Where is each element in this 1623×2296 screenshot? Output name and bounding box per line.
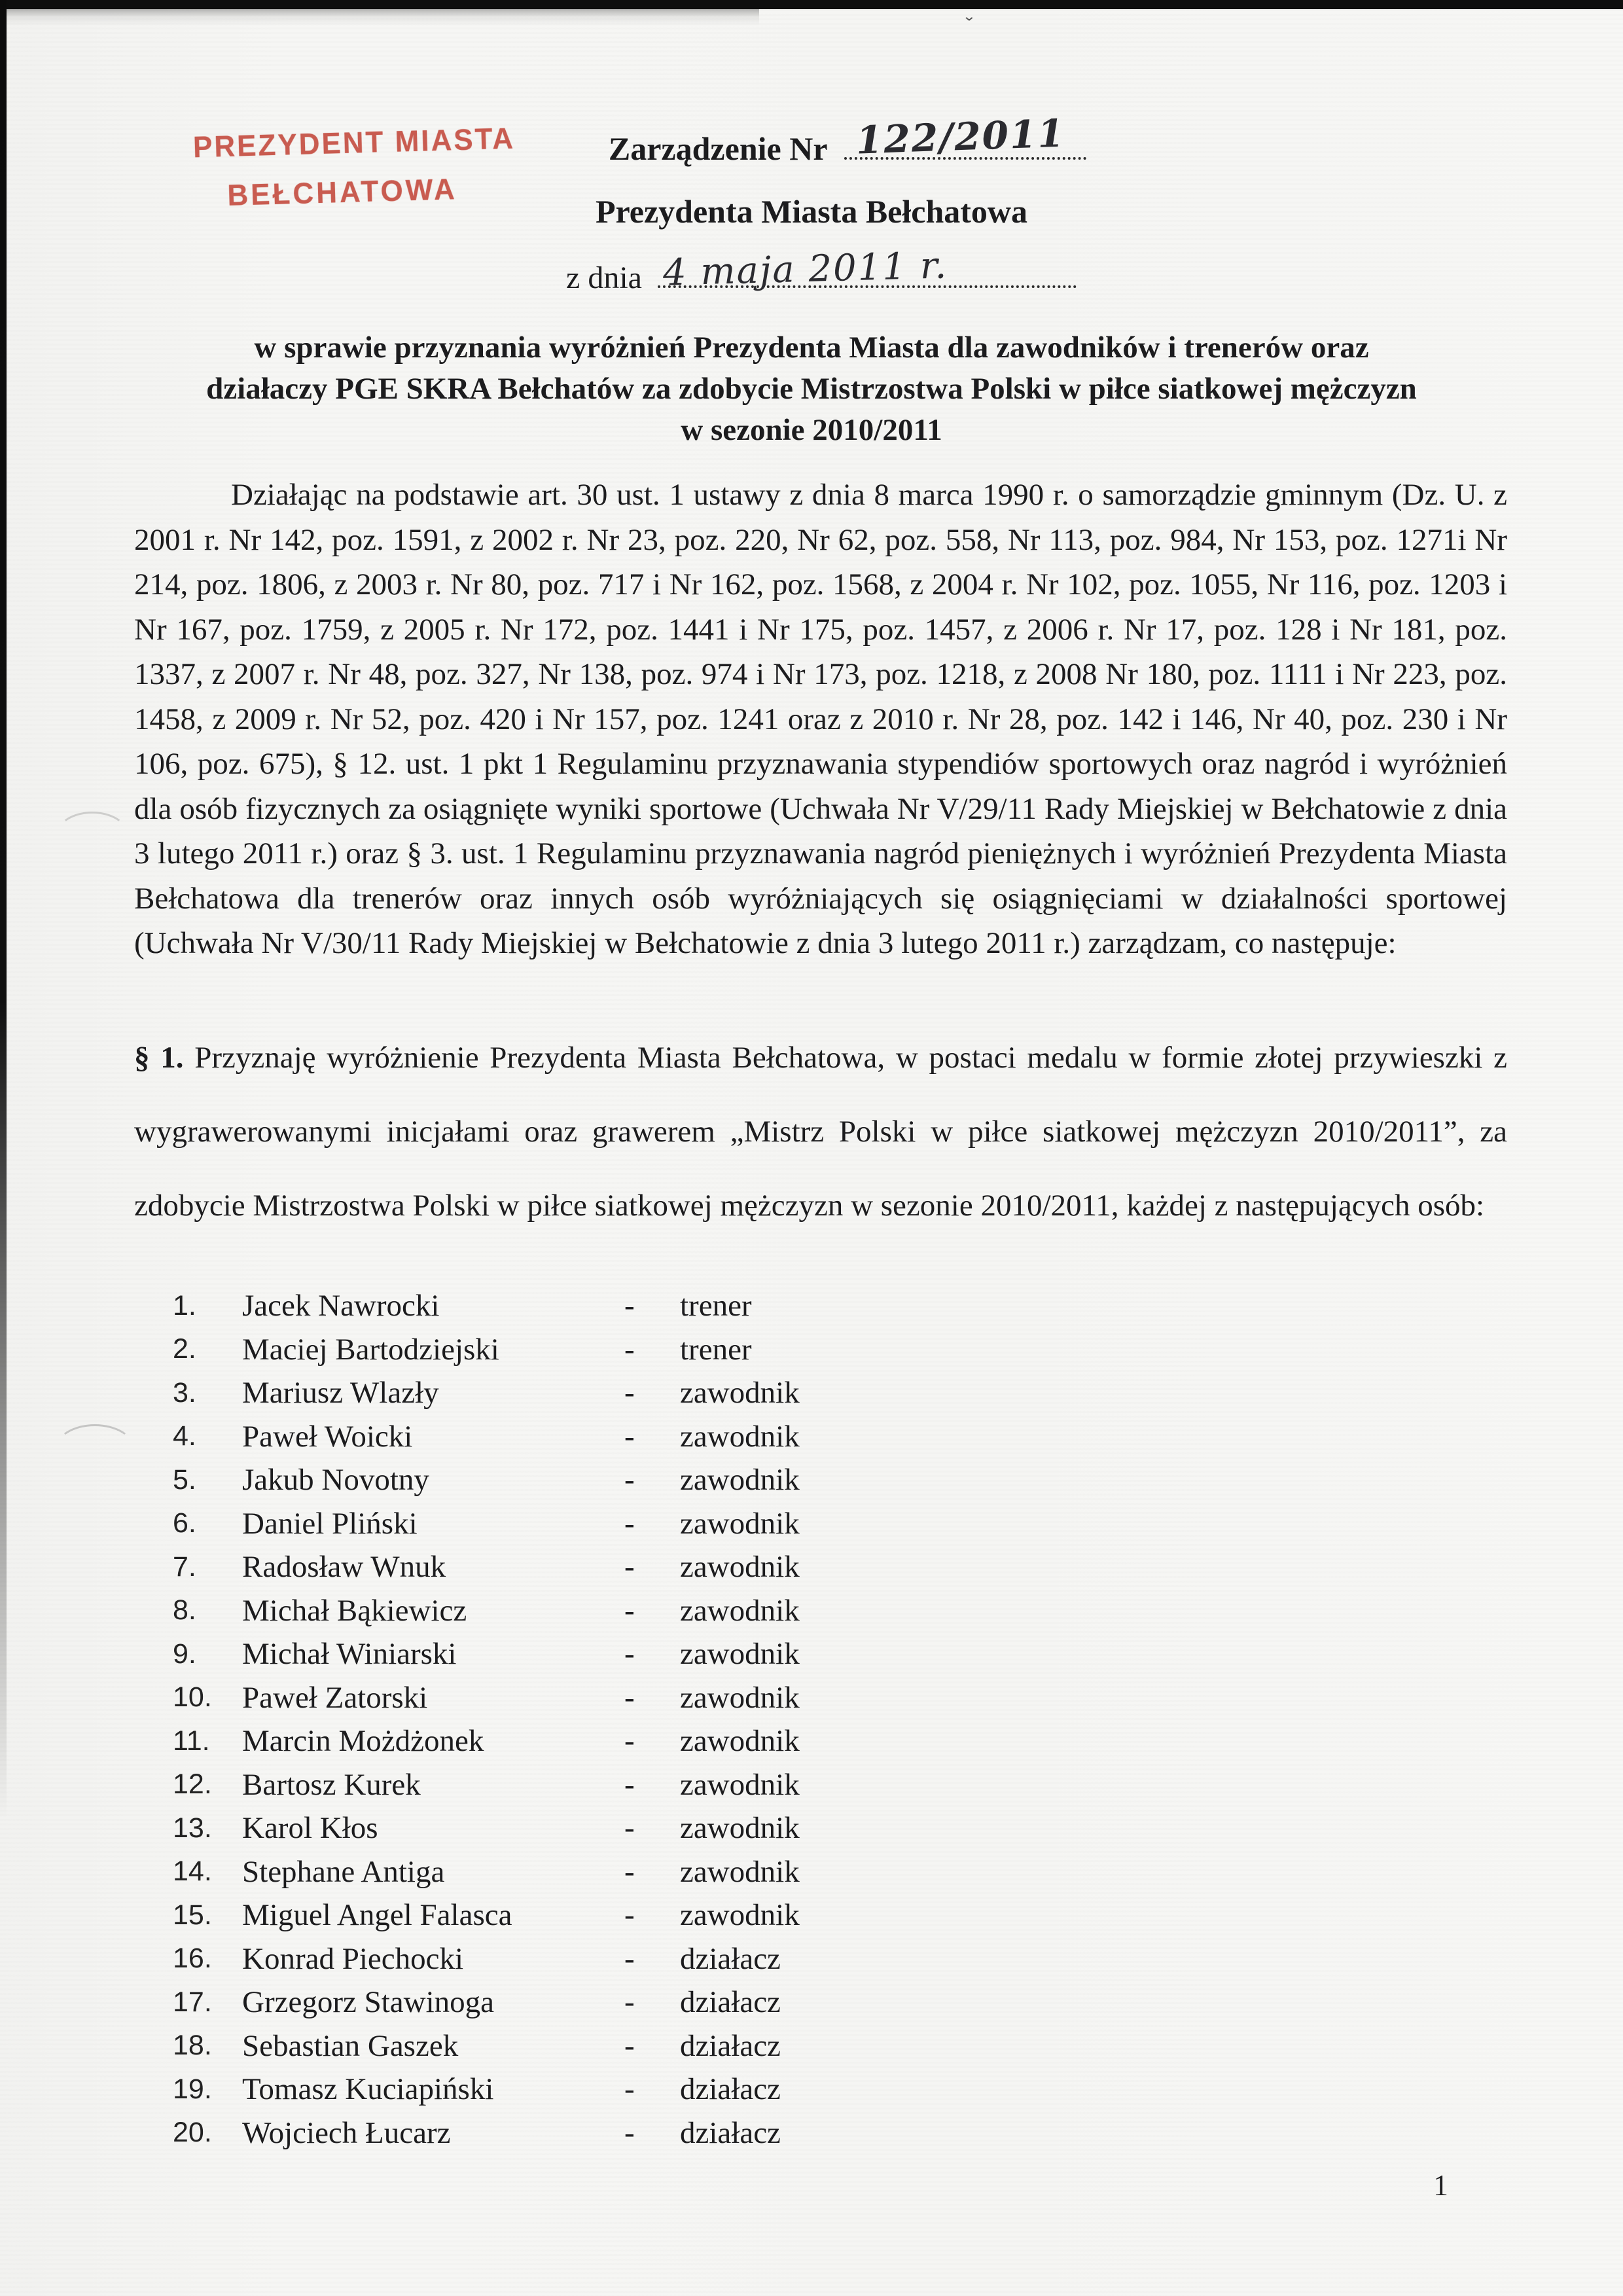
list-item-dash: -: [624, 1637, 635, 1672]
list-item-dash: -: [624, 1985, 635, 2020]
list-item: [0, 1806, 1623, 1850]
list-item-number: 14.: [173, 1856, 212, 1888]
list-item-number: 3.: [173, 1376, 196, 1408]
document-header: [0, 111, 1623, 296]
list-item-dash: -: [624, 1550, 635, 1585]
list-item-dash: -: [624, 1463, 635, 1498]
list-item-dash: -: [624, 1419, 635, 1454]
list-item-dash: -: [624, 2028, 635, 2063]
ordinance-number-dotted-field: [844, 111, 1086, 163]
list-item: [0, 2111, 1623, 2155]
list-item-role: trener: [680, 1289, 752, 1323]
list-item-number: 16.: [173, 1943, 212, 1975]
list-item-dash: -: [624, 1506, 635, 1541]
list-item-role: zawodnik: [680, 1376, 800, 1410]
list-item: [0, 1893, 1623, 1937]
list-item-dash: -: [624, 1941, 635, 1976]
paragraph-1-text: Przyznaję wyróżnienie Prezydenta Miasta Bełchatowa, w postaci medalu w formie złotej przywieszki z wygrawerowanymi inicjałami oraz grawerem „Mistrz Polski w piłce siatkowej mężczyzn 2010/2011”, za zdobycie Mistrzostwa Polski w piłce siatkowej mężczyzn w sezonie 2010/2011, każdej z następujących osób:: [134, 1041, 1507, 1223]
list-item-name: Jacek Nawrocki: [242, 1289, 440, 1323]
date-handwritten: 4 maja 2011 r.: [662, 244, 948, 295]
date-line: [20, 244, 1623, 296]
list-item: [0, 1632, 1623, 1676]
list-item: [0, 1415, 1623, 1459]
list-item-role: zawodnik: [680, 1724, 800, 1759]
list-item-number: 7.: [173, 1551, 196, 1583]
list-item-role: zawodnik: [680, 1463, 800, 1498]
list-item-name: Paweł Woicki: [242, 1419, 413, 1454]
subject-heading: [92, 327, 1531, 451]
ordinance-title-line: [72, 111, 1623, 168]
list-item-name: Marcin Możdżonek: [242, 1724, 484, 1759]
ordinance-title-prefix: Zarządzenie Nr: [608, 130, 827, 167]
list-item-name: Mariusz Wlazły: [242, 1376, 439, 1410]
list-item-dash: -: [624, 1898, 635, 1933]
stamp-line-2: BEŁCHATOWA: [226, 172, 458, 213]
list-item: [0, 1850, 1623, 1894]
date-dotted-field: [658, 244, 1077, 295]
list-item-role: zawodnik: [680, 1637, 800, 1672]
list-item-dash: -: [624, 1811, 635, 1846]
list-item-number: 1.: [173, 1289, 196, 1321]
list-item-number: 13.: [173, 1812, 212, 1844]
subject-line-2: działaczy PGE SKRA Bełchatów za zdobycie Mistrzostwa Polski w piłce siatkowej mężczyzn: [206, 372, 1417, 406]
stamp-line-1: PREZYDENT MIASTA: [192, 122, 516, 164]
list-item: [0, 2024, 1623, 2068]
list-item: [0, 1371, 1623, 1415]
scan-edge-top: [0, 0, 1623, 9]
list-item: [0, 1676, 1623, 1720]
list-item-name: Michał Winiarski: [242, 1637, 457, 1672]
list-item-role: zawodnik: [680, 1506, 800, 1541]
list-item-role: działacz: [680, 1941, 781, 1976]
list-item-number: 11.: [173, 1725, 210, 1757]
list-item-dash: -: [624, 2072, 635, 2107]
list-item-number: 2.: [173, 1333, 196, 1365]
list-item: [0, 1589, 1623, 1633]
list-item: [0, 1328, 1623, 1372]
list-item-name: Grzegorz Stawinoga: [242, 1985, 494, 2020]
date-prefix: z dnia: [566, 260, 642, 295]
paper-crease-arc: [56, 812, 128, 857]
list-item-number: 18.: [173, 2030, 212, 2062]
list-item: [0, 1458, 1623, 1502]
list-item-role: zawodnik: [680, 1898, 800, 1933]
paragraph-1-label: § 1.: [134, 1041, 184, 1075]
list-item-name: Michał Bąkiewicz: [242, 1593, 467, 1628]
list-item-role: zawodnik: [680, 1854, 800, 1889]
award-recipient-list: [0, 1284, 1623, 2155]
list-item-number: 19.: [173, 2073, 212, 2105]
list-item-name: Radosław Wnuk: [242, 1550, 446, 1585]
list-item-dash: -: [624, 1854, 635, 1889]
subject-line-1: w sprawie przyznania wyróżnień Prezydenta Miasta dla zawodników i trenerów oraz: [254, 331, 1369, 365]
list-item-role: zawodnik: [680, 1811, 800, 1846]
list-item-dash: -: [624, 1767, 635, 1802]
paragraph-1: [134, 1021, 1507, 1243]
list-item-name: Stephane Antiga: [242, 1854, 445, 1889]
list-item-role: zawodnik: [680, 1419, 800, 1454]
list-item-name: Miguel Angel Falasca: [242, 1898, 512, 1933]
list-item-role: działacz: [680, 2072, 781, 2107]
list-item-number: 9.: [173, 1638, 196, 1670]
issuer-line: Prezydenta Miasta Bełchatowa: [595, 193, 1028, 230]
list-item: [0, 1763, 1623, 1807]
list-item-number: 4.: [173, 1420, 196, 1452]
list-item-role: zawodnik: [680, 1593, 800, 1628]
list-item-number: 20.: [173, 2117, 212, 2149]
list-item-dash: -: [624, 1332, 635, 1367]
list-item-name: Konrad Piechocki: [242, 1941, 464, 1976]
list-item-role: zawodnik: [680, 1680, 800, 1715]
list-item-name: Bartosz Kurek: [242, 1767, 421, 1802]
list-item-number: 12.: [173, 1768, 212, 1801]
list-item-number: 6.: [173, 1507, 196, 1539]
list-item-dash: -: [624, 1593, 635, 1628]
list-item: [0, 1284, 1623, 1328]
list-item-name: Daniel Pliński: [242, 1506, 418, 1541]
list-item-name: Sebastian Gaszek: [242, 2028, 459, 2063]
list-item-number: 17.: [173, 1986, 212, 2018]
list-item: [0, 1719, 1623, 1763]
list-item-role: zawodnik: [680, 1767, 800, 1802]
scan-speck-mark: ⌄: [962, 9, 976, 24]
list-item-role: działacz: [680, 1985, 781, 2020]
list-item-role: działacz: [680, 2115, 781, 2150]
list-item-name: Karol Kłos: [242, 1811, 378, 1846]
page-number: 1: [1433, 2168, 1448, 2202]
list-item-number: 8.: [173, 1594, 196, 1626]
list-item-number: 10.: [173, 1681, 212, 1713]
list-item-name: Maciej Bartodziejski: [242, 1332, 499, 1367]
list-item-name: Tomasz Kuciapiński: [242, 2072, 494, 2107]
list-item-dash: -: [624, 1724, 635, 1759]
list-item-role: działacz: [680, 2028, 781, 2063]
list-item-dash: -: [624, 1680, 635, 1715]
list-item: [0, 2068, 1623, 2111]
list-item-number: 5.: [173, 1463, 196, 1496]
subject-line-3: w sezonie 2010/2011: [681, 413, 942, 447]
list-item-name: Wojciech Łucarz: [242, 2115, 451, 2150]
list-item: [0, 1545, 1623, 1589]
list-item-name: Jakub Novotny: [242, 1463, 429, 1498]
list-item-dash: -: [624, 1289, 635, 1323]
list-item-name: Paweł Zatorski: [242, 1680, 428, 1715]
list-item: [0, 1502, 1623, 1546]
scan-edge-smudge: [0, 9, 759, 26]
list-item: [0, 1937, 1623, 1981]
ordinance-number-handwritten: 122/2011: [855, 111, 1066, 163]
list-item-dash: -: [624, 2115, 635, 2150]
list-item-number: 15.: [173, 1899, 212, 1931]
legal-basis-paragraph: Działając na podstawie art. 30 ust. 1 ustawy z dnia 8 marca 1990 r. o samorządzie gminnym (Dz. U. z 2001 r. Nr 142, poz. 1591, z 2002 r. Nr 23, poz. 220, Nr 62, poz. 558, Nr 113, poz. 984, Nr 153, poz. 1271i Nr 214, poz. 1806, z 2003 r. Nr 80, poz. 717 i Nr 162, poz. 1568, z 2004 r. Nr 102, poz. 1055, Nr 116, poz. 1203 i Nr 167, poz. 1759, z 2005 r. Nr 172, poz. 1441 i Nr 175, poz. 1457, z 2006 r. Nr 17, poz. 128 i Nr 181, poz. 1337, z 2007 r. Nr 48, poz. 327, Nr 138, poz. 974 i Nr 173, poz. 1218, z 2008 Nr 180, poz. 1111 i Nr 223, poz. 1458, z 2009 r. Nr 52, poz. 420 i Nr 157, poz. 1241 oraz z 2010 r. Nr 28, poz. 142 i 146, Nr 40, poz. 230 i Nr 106, poz. 675), § 12. ust. 1 pkt 1 Regulaminu przyznawania stypendiów sportowych oraz nagród i wyróżnień dla osób fizycznych za osiągnięte wyniki sportowe (Uchwała Nr V/29/11 Rady Miejskiej w Bełchatowie z dnia 3 lutego 2011 r.) oraz § 3. ust. 1 Regulaminu przyznawania nagród pieniężnych i wyróżnień Prezydenta Miasta Bełchatowa dla trenerów oraz innych osób wyróżniających się osiągnięciami w działalności sportowej (Uchwała Nr V/30/11 Rady Miejskiej w Bełchatowie z dnia 3 lutego 2011 r.) zarządzam, co następuje:: [134, 478, 1507, 960]
list-item-role: zawodnik: [680, 1550, 800, 1585]
list-item-dash: -: [624, 1376, 635, 1410]
list-item: [0, 1981, 1623, 2024]
list-item-role: trener: [680, 1332, 752, 1367]
